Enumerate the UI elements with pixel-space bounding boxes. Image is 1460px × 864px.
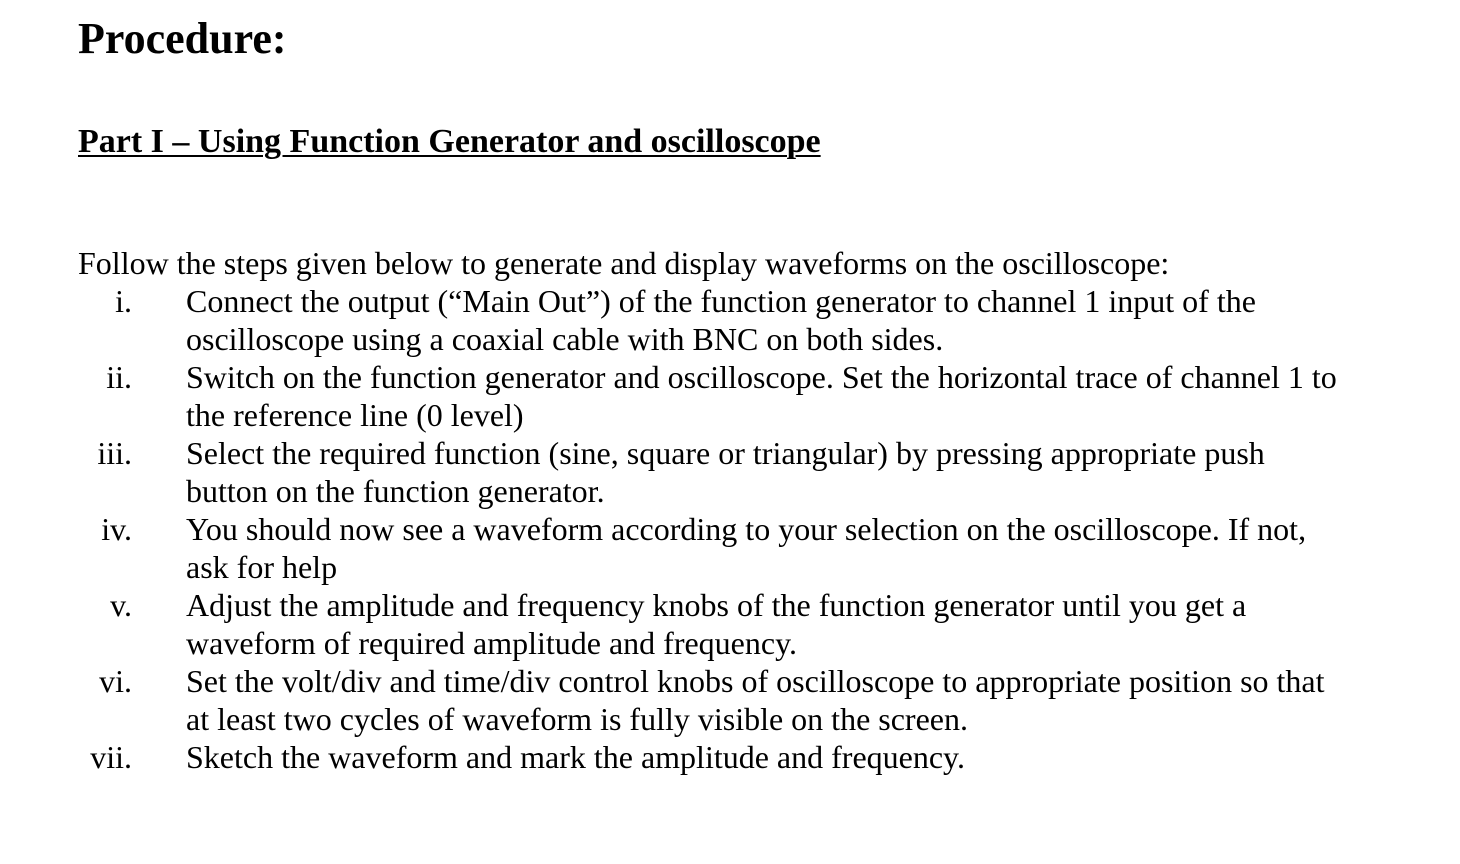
step-text xyxy=(186,282,1386,358)
step-text-line: Set the volt/div and time/div control knobs of oscilloscope to appropriate position so that xyxy=(186,663,1325,699)
step-item-1 xyxy=(78,282,1418,358)
step-item-3 xyxy=(78,434,1418,510)
step-item-2 xyxy=(78,358,1418,434)
step-text xyxy=(186,586,1386,662)
step-text-line: Adjust the amplitude and frequency knobs of the function generator until you get a xyxy=(186,587,1247,623)
step-item-7 xyxy=(78,738,1418,776)
step-item-5 xyxy=(78,586,1418,662)
part-heading: Part I – Using Function Generator and oscilloscope xyxy=(78,123,821,160)
step-number: i. xyxy=(115,283,132,319)
step-text xyxy=(186,358,1386,434)
step-item-4 xyxy=(78,510,1418,586)
step-text-line: waveform of required amplitude and frequency. xyxy=(186,625,797,661)
step-number: vi. xyxy=(99,663,132,699)
step-number: ii. xyxy=(106,359,132,395)
step-text-line: oscilloscope using a coaxial cable with BNC on both sides. xyxy=(186,321,944,357)
step-text xyxy=(186,434,1386,510)
step-text xyxy=(186,738,1386,776)
intro-paragraph: Follow the steps given below to generate and display waveforms on the oscilloscope: xyxy=(78,245,1170,281)
page-title: Procedure: xyxy=(78,14,287,63)
step-text-line: button on the function generator. xyxy=(186,473,605,509)
step-text-line: Connect the output (“Main Out”) of the function generator to channel 1 input of the xyxy=(186,283,1256,319)
step-text-line: ask for help xyxy=(186,549,338,585)
step-number: vii. xyxy=(90,739,132,775)
step-number: iii. xyxy=(97,435,132,471)
step-text-line: Select the required function (sine, square or triangular) by pressing appropriate push xyxy=(186,435,1265,471)
step-number: iv. xyxy=(101,511,132,547)
step-text-line: the reference line (0 level) xyxy=(186,397,524,433)
procedure-steps-list xyxy=(78,282,1418,776)
step-number: v. xyxy=(110,587,132,623)
step-text xyxy=(186,662,1386,738)
step-item-6 xyxy=(78,662,1418,738)
step-text-line: at least two cycles of waveform is fully visible on the screen. xyxy=(186,701,968,737)
step-text-line: Switch on the function generator and oscilloscope. Set the horizontal trace of channel 1 to xyxy=(186,359,1337,395)
step-text xyxy=(186,510,1386,586)
step-text-line: Sketch the waveform and mark the amplitude and frequency. xyxy=(186,739,965,775)
step-text-line: You should now see a waveform according to your selection on the oscilloscope. If not, xyxy=(186,511,1307,547)
